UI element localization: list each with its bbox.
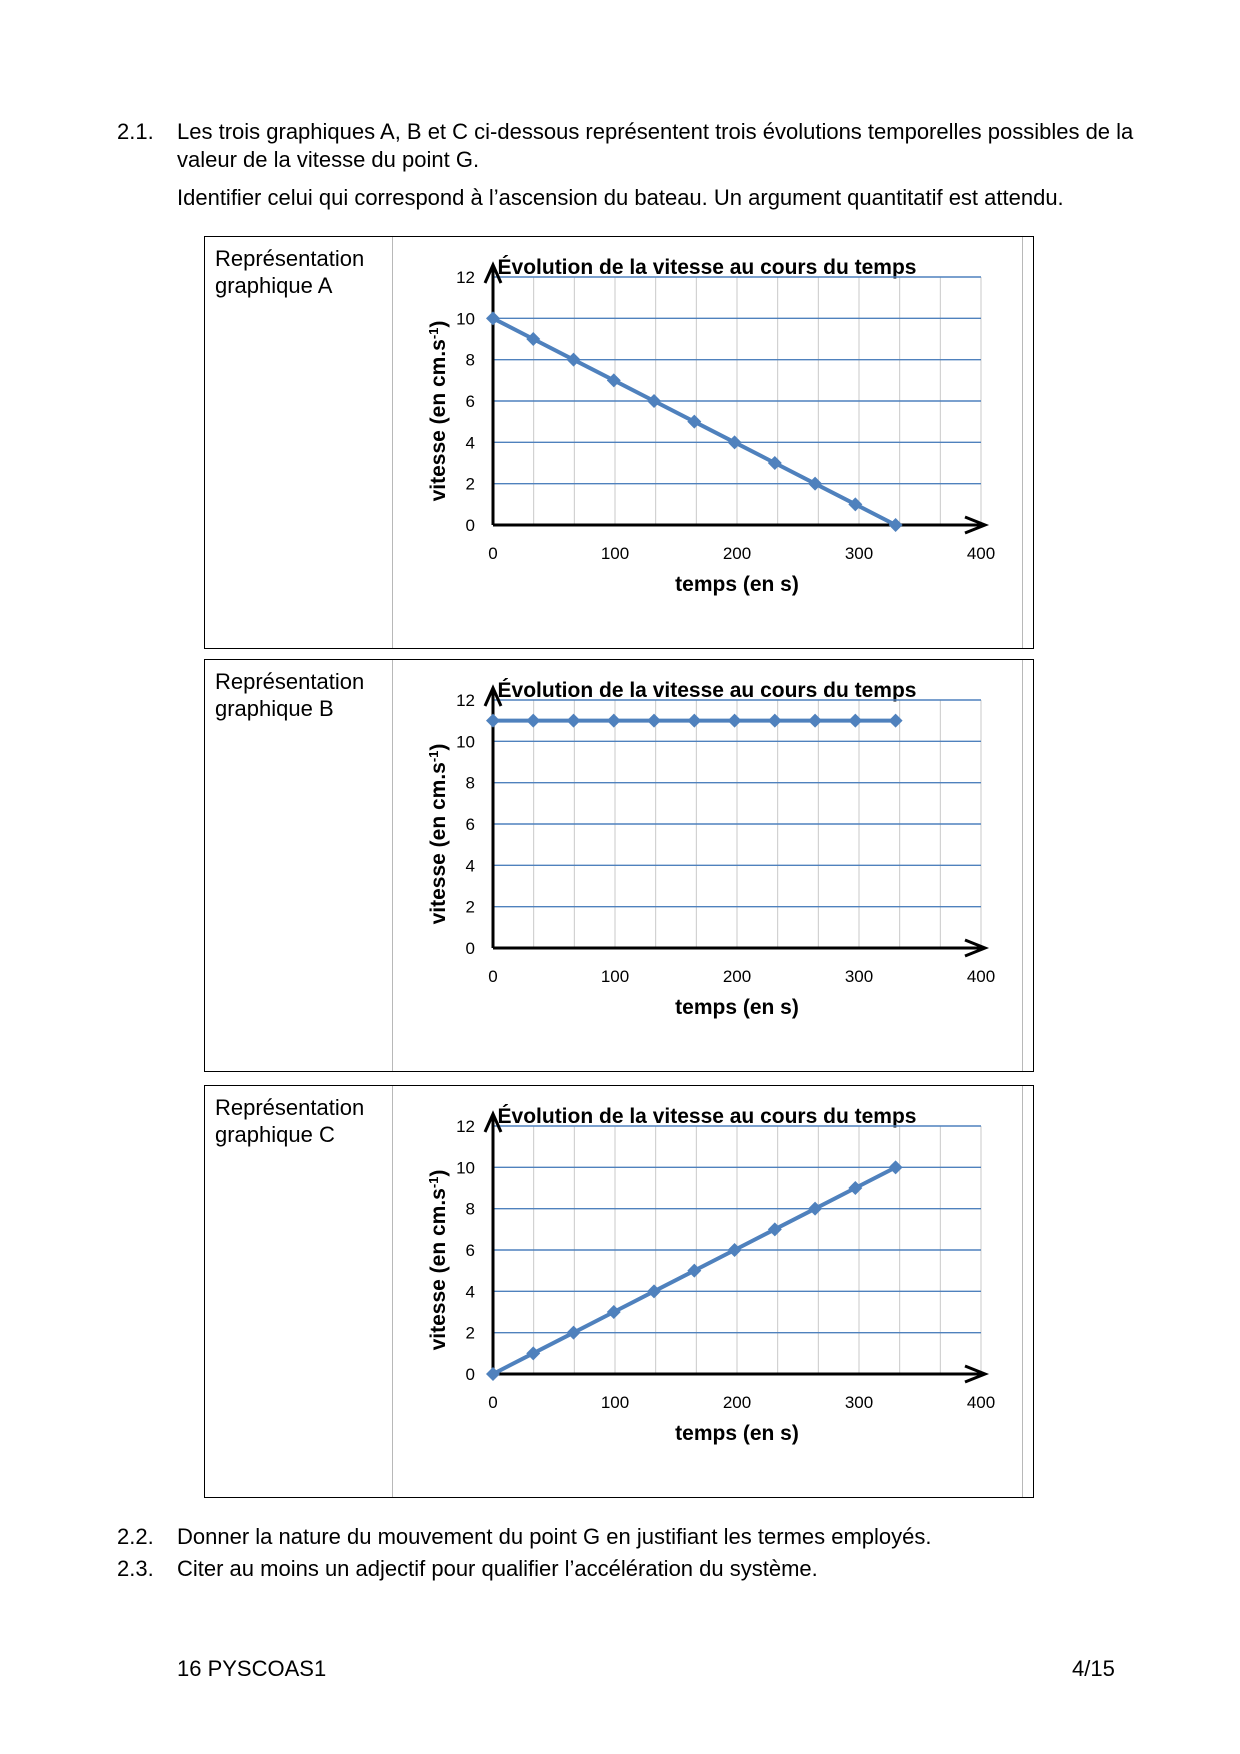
y-tick-label: 0 bbox=[465, 516, 475, 535]
speed-chart-a bbox=[205, 237, 1033, 648]
footer-page-number: 4/15 bbox=[1072, 1656, 1115, 1681]
x-axis-label: temps (en s) bbox=[675, 1422, 799, 1445]
y-tick-label: 8 bbox=[465, 1199, 475, 1219]
data-point-marker bbox=[567, 714, 581, 728]
data-point-marker bbox=[687, 415, 701, 429]
panel-label-line1: Représentation bbox=[215, 246, 365, 271]
graph-panel-b bbox=[204, 659, 1034, 1072]
data-point-marker bbox=[728, 714, 742, 728]
data-point-marker bbox=[889, 518, 903, 532]
x-tick-label: 200 bbox=[722, 1393, 752, 1412]
data-point-marker bbox=[728, 1243, 742, 1257]
y-tick-label: 4 bbox=[465, 856, 475, 876]
question-text: Donner la nature du mouvement du point G en justifiant les termes employés. bbox=[177, 1524, 932, 1549]
y-tick-label: 12 bbox=[456, 691, 475, 710]
x-tick-label: 400 bbox=[966, 544, 996, 563]
y-tick-label: 4 bbox=[465, 433, 475, 453]
panel-label-line2: graphique C bbox=[215, 1122, 335, 1147]
y-tick-label: 2 bbox=[465, 897, 475, 917]
speed-chart-b bbox=[205, 660, 1033, 1071]
data-point-marker bbox=[768, 456, 782, 470]
question-text: Les trois graphiques A, B et C ci-dessous représentent trois évolutions temporelles possibles de la valeur de la vitesse du point G. bbox=[177, 119, 1134, 172]
data-point-marker bbox=[808, 714, 822, 728]
data-point-marker bbox=[526, 1346, 540, 1360]
panel-label-line1: Représentation bbox=[215, 669, 365, 694]
data-point-marker bbox=[728, 435, 742, 449]
x-tick-label: 200 bbox=[722, 967, 752, 986]
data-point-marker bbox=[848, 497, 862, 511]
data-point-marker bbox=[486, 311, 500, 325]
x-tick-label: 400 bbox=[966, 1393, 996, 1412]
data-point-marker bbox=[687, 1264, 701, 1278]
y-tick-label: 8 bbox=[465, 773, 475, 793]
data-point-marker bbox=[647, 1284, 661, 1298]
x-tick-label: 300 bbox=[844, 967, 874, 986]
data-point-marker bbox=[808, 1202, 822, 1216]
x-tick-label: 0 bbox=[488, 544, 498, 563]
x-tick-label: 100 bbox=[600, 967, 630, 986]
graph-panel-c bbox=[204, 1085, 1034, 1498]
y-tick-label: 6 bbox=[465, 815, 475, 834]
data-point-marker bbox=[486, 714, 500, 728]
question-number: 2.1. bbox=[117, 119, 154, 144]
data-point-marker bbox=[567, 353, 581, 367]
data-point-marker bbox=[607, 1305, 621, 1319]
data-point-marker bbox=[567, 1326, 581, 1340]
data-point-marker bbox=[526, 332, 540, 346]
chart-title: Évolution de la vitesse au cours du temps bbox=[497, 1105, 917, 1128]
y-tick-label: 12 bbox=[456, 1117, 475, 1136]
footer-exam-code: 16 PYSCOAS1 bbox=[177, 1656, 327, 1681]
y-tick-label: 10 bbox=[456, 1158, 475, 1178]
data-point-marker bbox=[647, 714, 661, 728]
x-axis-label: temps (en s) bbox=[675, 573, 799, 596]
graph-panel-a bbox=[204, 236, 1034, 649]
panel-label-line2: graphique B bbox=[215, 696, 334, 721]
y-tick-label: 2 bbox=[465, 474, 475, 494]
question-number: 2.2. bbox=[117, 1524, 154, 1549]
data-point-marker bbox=[768, 714, 782, 728]
x-tick-label: 300 bbox=[844, 1393, 874, 1412]
data-point-marker bbox=[768, 1222, 782, 1236]
x-tick-label: 300 bbox=[844, 544, 874, 563]
x-tick-label: 0 bbox=[488, 1393, 498, 1412]
y-tick-label: 6 bbox=[465, 392, 475, 411]
data-point-marker bbox=[889, 714, 903, 728]
data-point-marker bbox=[607, 373, 621, 387]
data-point-marker bbox=[848, 714, 862, 728]
y-axis-label: vitesse (en $cm.s^{-1}$) bbox=[425, 743, 450, 925]
x-tick-label: 100 bbox=[600, 1393, 630, 1412]
y-tick-label: 10 bbox=[456, 732, 475, 752]
data-point-marker bbox=[687, 714, 701, 728]
y-axis-label: vitesse (en $cm.s^{-1}$) bbox=[425, 1169, 450, 1351]
y-tick-label: 4 bbox=[465, 1282, 475, 1302]
data-point-marker bbox=[647, 394, 661, 408]
x-axis-label: temps (en s) bbox=[675, 996, 799, 1019]
chart-title: Évolution de la vitesse au cours du temps bbox=[497, 679, 917, 702]
data-point-marker bbox=[486, 1367, 500, 1381]
y-tick-label: 12 bbox=[456, 268, 475, 287]
y-tick-label: 8 bbox=[465, 350, 475, 370]
y-axis-label: vitesse (en $cm.s^{-1}$) bbox=[425, 320, 450, 502]
y-tick-label: 10 bbox=[456, 309, 475, 329]
data-point-marker bbox=[808, 477, 822, 491]
question-instruction: Identifier celui qui correspond à l’ascension du bateau. Un argument quantitatif est attendu. bbox=[177, 185, 1064, 210]
data-point-marker bbox=[889, 1160, 903, 1174]
y-tick-label: 0 bbox=[465, 1365, 475, 1384]
x-tick-label: 200 bbox=[722, 544, 752, 563]
chart-title: Évolution de la vitesse au cours du temps bbox=[497, 256, 917, 279]
x-tick-label: 100 bbox=[600, 544, 630, 563]
x-tick-label: 400 bbox=[966, 967, 996, 986]
data-point-marker bbox=[848, 1181, 862, 1195]
question-number: 2.3. bbox=[117, 1556, 154, 1581]
panel-label-line2: graphique A bbox=[215, 273, 333, 298]
data-point-marker bbox=[526, 714, 540, 728]
x-tick-label: 0 bbox=[488, 967, 498, 986]
speed-chart-c bbox=[205, 1086, 1033, 1497]
question-text: Citer au moins un adjectif pour qualifier l’accélération du système. bbox=[177, 1556, 818, 1581]
panel-label-line1: Représentation bbox=[215, 1095, 365, 1120]
y-tick-label: 2 bbox=[465, 1323, 475, 1343]
y-tick-label: 6 bbox=[465, 1241, 475, 1260]
data-point-marker bbox=[607, 714, 621, 728]
y-tick-label: 0 bbox=[465, 939, 475, 958]
